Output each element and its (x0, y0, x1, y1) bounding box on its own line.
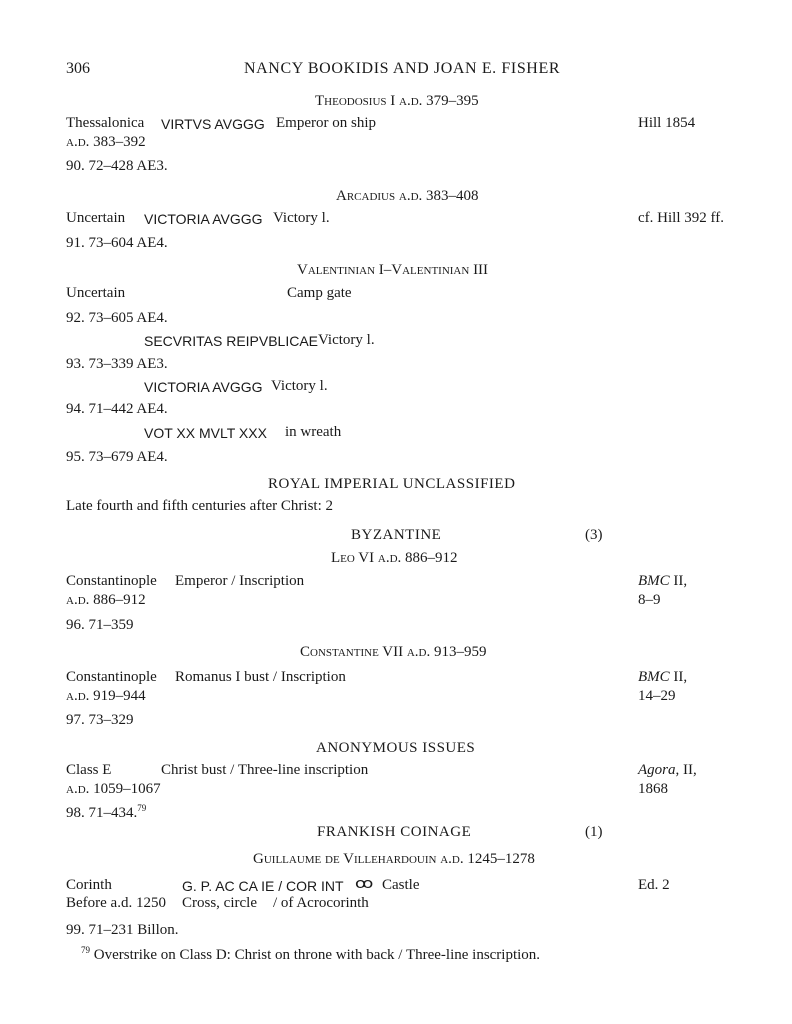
footnote-text: Overstrike on Class D: Christ on throne with back / Three-line inscription. (90, 947, 541, 963)
mint-date: a.d. 919–944 (66, 688, 146, 704)
ligature-symbol (354, 876, 374, 892)
catalogue-entry-91: 91. 73–604 AE4. (66, 235, 168, 251)
catalogue-reference: Hill 1854 (638, 115, 696, 131)
reference-pages: 1868 (638, 781, 668, 797)
reference-work-title: BMC (638, 669, 670, 685)
mint-name: Constantinople (66, 669, 157, 685)
catalogue-entry-96: 96. 71–359 (66, 617, 134, 633)
coin-type: Romanus I bust / Inscription (175, 669, 346, 685)
coin-type-reverse: Cross, circle (182, 895, 257, 911)
catalogue-entry-94: 94. 71–442 AE4. (66, 401, 168, 417)
reference-work-title: BMC (638, 573, 670, 589)
page-number: 306 (66, 60, 90, 77)
section-count: (1) (585, 824, 603, 840)
mint-name: Constantinople (66, 573, 157, 589)
reference-volume: II, (669, 573, 688, 589)
mint-date: Before a.d. 1250 (66, 895, 166, 911)
catalogue-reference: Ed. 2 (638, 877, 670, 893)
coin-legend: VICTORIA AVGGG (144, 211, 263, 227)
section-heading-anonymous-issues: ANONYMOUS ISSUES (316, 740, 476, 756)
coin-legend: SECVRITAS REIPVBLICAE (144, 333, 319, 349)
coin-type: Emperor on ship (276, 115, 376, 131)
mint-name: Uncertain (66, 285, 126, 301)
coin-type: Victory l. (273, 210, 330, 226)
mint-name: Thessalonica (66, 115, 145, 131)
ruler-heading-valentinian: Valentinian I–Valentinian III (297, 262, 489, 278)
reference-work-title: Agora (638, 762, 676, 778)
coin-legend: VICTORIA AVGGG (144, 379, 263, 395)
catalogue-entry-98 (66, 803, 147, 821)
catalogue-entry-93: 93. 73–339 AE3. (66, 356, 168, 372)
catalogue-entry-90: 90. 72–428 AE3. (66, 158, 168, 174)
running-head: NANCY BOOKIDIS AND JOAN E. FISHER (244, 60, 561, 77)
ruler-heading-constantine: Constantine VII a.d. 913–959 (300, 644, 487, 660)
catalogue-reference (638, 670, 687, 685)
coin-type: Christ bust / Three-line inscription (161, 762, 369, 778)
coin-type: Camp gate (287, 285, 352, 301)
castle-ligature-icon: ꝏ (354, 876, 374, 892)
coin-type: Victory l. (271, 378, 328, 394)
ruler-heading-theodosius: Theodosius I a.d. 379–395 (315, 93, 479, 109)
catalogue-reference: cf. Hill 392 ff. (638, 210, 724, 226)
section-heading-byzantine: BYZANTINE (351, 527, 442, 543)
mint-date: a.d. 886–912 (66, 592, 146, 608)
coin-type-reverse-cont: / of Acrocorinth (273, 895, 369, 911)
section-heading-royal-imperial: ROYAL IMPERIAL UNCLASSIFIED (268, 476, 516, 492)
reference-pages: 8–9 (638, 592, 661, 608)
mint-date: a.d. 1059–1067 (66, 781, 161, 797)
reference-volume: II, (669, 669, 688, 685)
coin-class: Class E (66, 762, 112, 778)
reference-pages: 14–29 (638, 688, 676, 704)
catalogue-reference (638, 763, 697, 778)
footnote (81, 945, 541, 963)
coin-type: Victory l. (318, 332, 375, 348)
catalogue-entry-97: 97. 73–329 (66, 712, 134, 728)
coin-legend: VIRTVS AVGGG (161, 116, 265, 132)
reference-volume: , II, (675, 762, 697, 778)
catalogue-entry-95: 95. 73–679 AE4. (66, 449, 168, 465)
ruler-heading-arcadius: Arcadius a.d. 383–408 (336, 188, 479, 204)
unclassified-summary: Late fourth and fifth centuries after Christ: 2 (66, 498, 333, 514)
entry-text: 98. 71–434. (66, 805, 138, 821)
footnote-marker: 79 (137, 803, 147, 813)
catalogue-reference (638, 574, 687, 589)
coin-type: Emperor / Inscription (175, 573, 305, 589)
mint-name: Uncertain (66, 210, 126, 226)
section-count: (3) (585, 527, 603, 543)
catalogue-entry-99: 99. 71–231 Billon. (66, 922, 179, 938)
footnote-number: 79 (81, 945, 90, 955)
catalogue-entry-92: 92. 73–605 AE4. (66, 310, 168, 326)
coin-legend: G. P. AC CA IE / COR INT (182, 878, 344, 894)
ruler-heading-guillaume: Guillaume de Villehardouin a.d. 1245–1278 (253, 851, 535, 867)
mint-date: a.d. 383–392 (66, 134, 146, 150)
coin-legend: VOT XX MVLT XXX (144, 425, 267, 441)
mint-name: Corinth (66, 877, 112, 893)
coin-type: in wreath (285, 424, 342, 440)
ruler-heading-leo: Leo VI a.d. 886–912 (331, 550, 458, 566)
section-heading-frankish-coinage: FRANKISH COINAGE (317, 824, 472, 840)
coin-type: Castle (382, 877, 420, 893)
